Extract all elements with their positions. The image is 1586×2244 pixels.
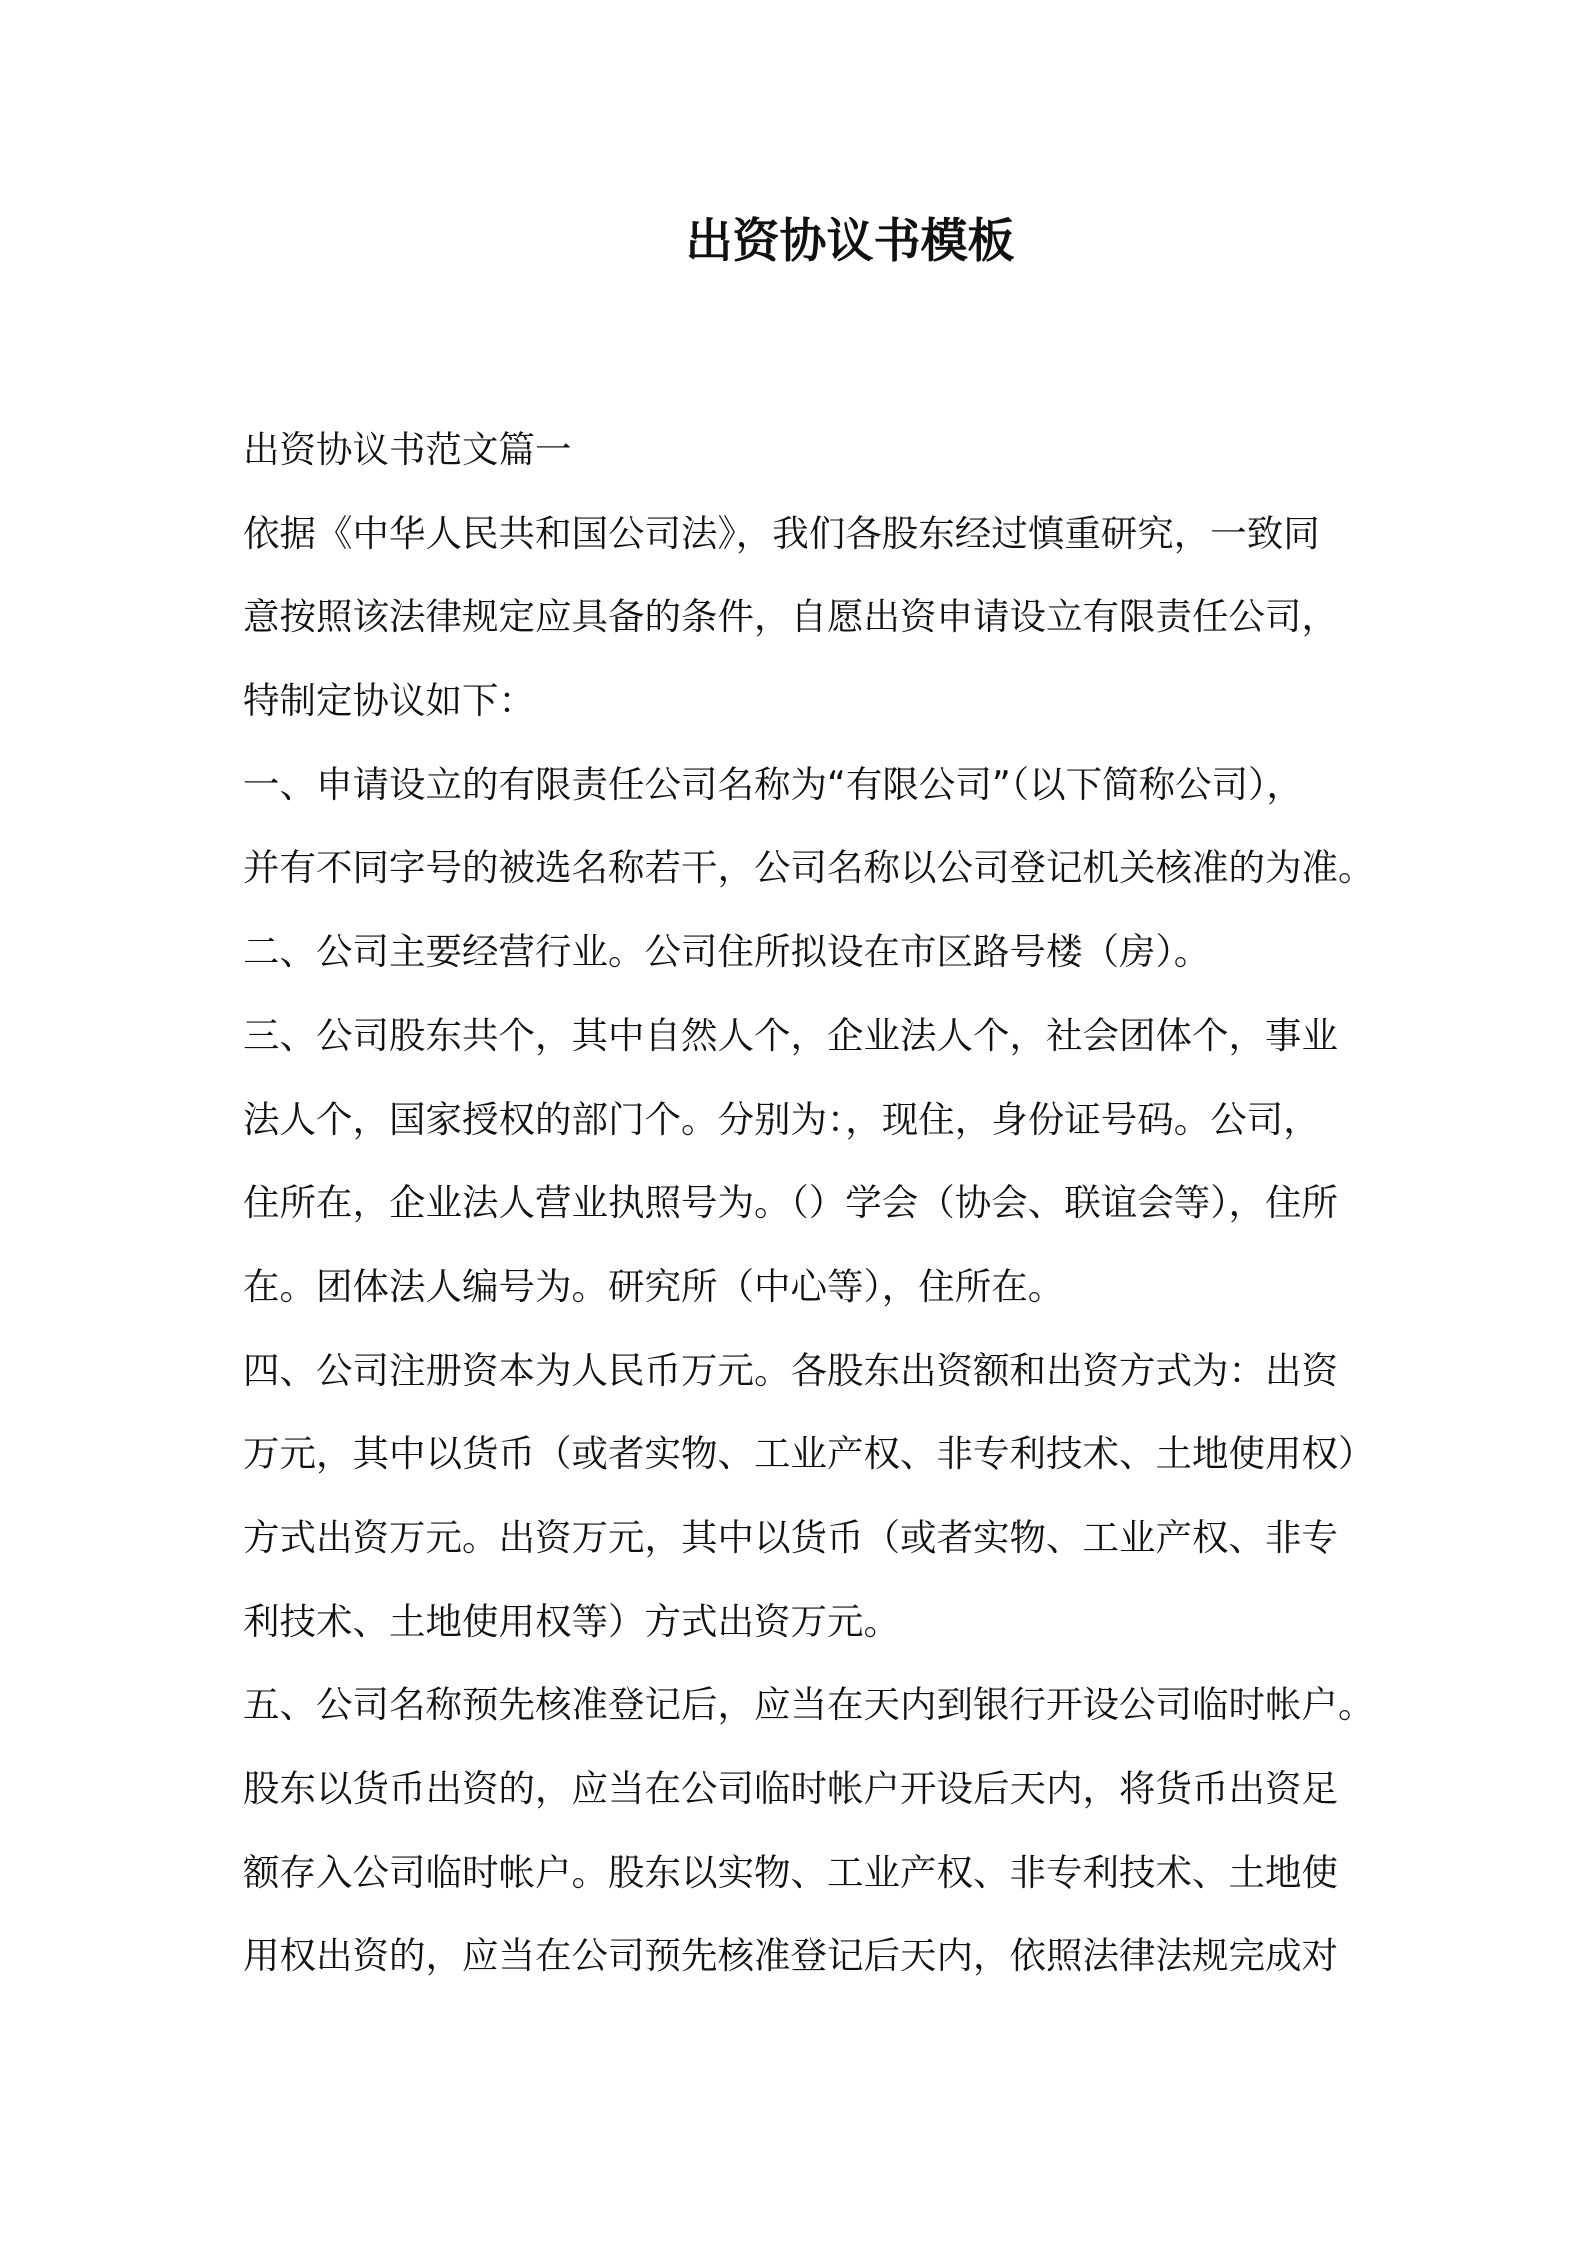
text-line: 住所在，企业法人营业执照号为。（）学会（协会、联谊会等），住所 (243, 1181, 1338, 1225)
text-line: 依据《中华人民共和国公司法》，我们各股东经过慎重研究，一致同 (243, 511, 1320, 555)
text-line: 一、申请设立的有限责任公司名称为“有限公司”（以下简称公司）， (243, 762, 1303, 806)
text-line: 并有不同字号的被选名称若干，公司名称以公司登记机关核准的为准。 (243, 846, 1375, 890)
text-line: 额存入公司临时帐户。股东以实物、工业产权、非专利技术、土地使 (243, 1850, 1338, 1894)
text-line: 特制定协议如下： (243, 679, 535, 723)
text-line: 万元，其中以货币（或者实物、工业产权、非专利技术、土地使用权） (243, 1432, 1375, 1476)
text-line: 五、公司名称预先核准登记后，应当在天内到银行开设公司临时帐户。 (243, 1683, 1375, 1727)
document-body (243, 408, 1375, 1998)
section-heading: 出资协议书范文篇一 (243, 428, 572, 471)
text-line: 利技术、土地使用权等）方式出资万元。 (243, 1599, 900, 1643)
document-title: 出资协议书模板 (685, 214, 1015, 269)
text-line: 三、公司股东共个，其中自然人个，企业法人个，社会团体个，事业 (243, 1013, 1338, 1057)
text-line: 二、公司主要经营行业。公司住所拟设在市区路号楼（房）。 (243, 930, 1211, 974)
text-line: 股东以货币出资的，应当在公司临时帐户开设后天内，将货币出资足 (243, 1767, 1338, 1810)
text-line: 方式出资万元。出资万元，其中以货币（或者实物、工业产权、非专 (243, 1515, 1338, 1559)
text-line: 在。团体法人编号为。研究所（中心等），住所在。 (243, 1264, 1065, 1308)
text-line: 四、公司注册资本为人民币万元。各股东出资额和出资方式为：出资 (243, 1348, 1338, 1392)
text-line: 意按照该法律规定应具备的条件，自愿出资申请设立有限责任公司， (243, 595, 1338, 639)
text-line: 法人个，国家授权的部门个。分别为：，现住，身份证号码。公司， (243, 1097, 1320, 1141)
text-line: 用权出资的，应当在公司预先核准登记后天内，依照法律法规完成对 (243, 1934, 1338, 1978)
